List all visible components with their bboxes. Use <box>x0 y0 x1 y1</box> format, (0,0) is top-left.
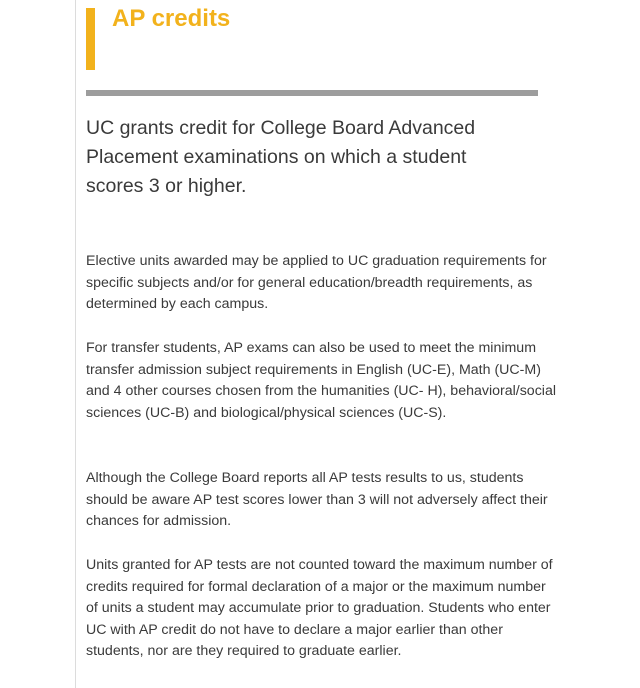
section-header <box>86 0 546 72</box>
lead-paragraph: UC grants credit for College Board Advanced Placement examinations on which a student scores 3 or higher. <box>86 117 476 197</box>
divider-rule <box>86 90 538 96</box>
body-paragraph-score-reporting: Although the College Board reports all AP tests results to us, students should be aware AP test scores lower than 3 will not adversely affect their chances for admission. <box>86 470 548 530</box>
body-paragraph-transfer-students: For transfer students, AP exams can also be used to meet the minimum transfer admission subject requirements in English (UC-E), Math (UC-M) and 4 other courses chosen from the humanities (UC- H), behavioral/social sciences (UC-B) and biological/physical sciences (UC-S). <box>86 340 556 421</box>
page-title: AP credits <box>112 5 231 32</box>
body-paragraph-units-granted: Units granted for AP tests are not counted toward the maximum number of credits required for formal declaration of a major or the maximum number of units a student may accumulate prior to graduation. Students who enter UC with AP credit do not have to declare a major earlier than other students, nor are they required to graduate earlier. <box>86 557 553 660</box>
accent-bar <box>86 8 95 70</box>
body-paragraph-elective-units: Elective units awarded may be applied to UC graduation requirements for specific subjects and/or for general education/breadth requirements, as determined by each campus. <box>86 253 547 313</box>
page-left-border <box>75 0 76 688</box>
